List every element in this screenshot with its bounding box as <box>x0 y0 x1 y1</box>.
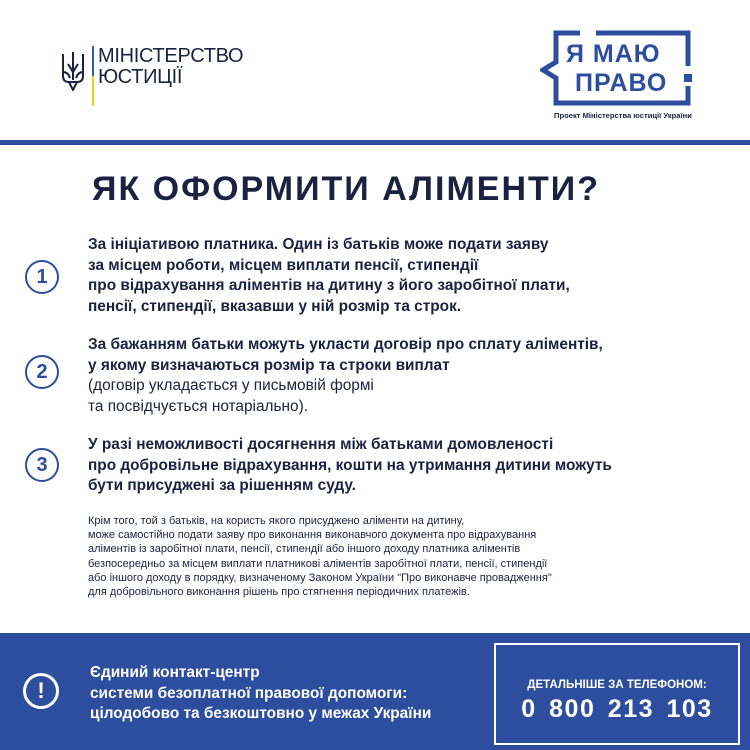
item-line-light: та посвідчується нотаріально). <box>88 397 308 415</box>
ministry-logo <box>60 46 243 106</box>
contact-center-text <box>90 663 431 725</box>
logo-subtitle: Проект Міністерства юстиції України <box>554 111 692 120</box>
item-line: про добровільне відрахування, кошти на утримання дитини можуть <box>88 456 612 474</box>
note-line: аліментів із заробітної плати, пенсії, стипендії або іншого доходу платника аліментів <box>88 543 521 556</box>
ministry-line1: МІНІСТЕРСТВО <box>98 45 244 67</box>
item-line-light: (договір укладається у письмовій формі <box>88 377 374 394</box>
number-badge: 3 <box>25 448 59 482</box>
logo-text-line2: ПРАВО <box>575 69 668 97</box>
exclamation-icon: ! <box>23 673 59 709</box>
item-text <box>88 335 603 417</box>
item-line: За ініціативою платника. Один із батьків може подати заяву <box>88 236 549 253</box>
flag-bar <box>92 46 94 106</box>
item-line: пенсії, стипендії, вказавши у ній розмір та строк. <box>88 297 462 315</box>
footer-line: системи безоплатної правової допомоги: <box>90 684 408 702</box>
note-line: Крім того, той з батьків, на користь якого присуджено аліменти на дитину, <box>88 515 465 527</box>
header <box>0 0 750 140</box>
phone-number[interactable]: 0 800 213 103 <box>521 695 713 723</box>
phone-label: ДЕТАЛЬНІШЕ ЗА ТЕЛЕФОНОМ: <box>527 679 707 691</box>
item-line: бути присуджені за рішенням суду. <box>88 477 356 494</box>
ministry-line2: ЮСТИЦІЇ <box>98 66 183 88</box>
ministry-name <box>98 46 243 88</box>
item-line: про відрахування аліментів на дитину з його заробітної плати, <box>88 277 570 294</box>
footer-banner <box>0 633 750 750</box>
item-line: У разі неможливості досягнення між батьками домовленості <box>88 436 554 453</box>
item-line: За бажанням батьки можуть укласти договір про сплату аліментів, <box>88 336 603 353</box>
footer-line: Єдиний контакт-центр <box>90 664 260 681</box>
item-text <box>88 435 612 497</box>
phone-box <box>494 643 740 745</box>
campaign-logo <box>540 30 700 122</box>
note-line: або іншого доходу в порядку, визначеному Законом України "Про виконавче провадження" <box>88 571 552 584</box>
footer-line: цілодобово та безкоштовно у межах України <box>90 705 432 722</box>
item-line: у якому визначаються розмір та строки виплат <box>88 356 450 374</box>
page-title: ЯК ОФОРМИТИ АЛІМЕНТИ? <box>92 170 600 208</box>
note-line: може самостійно подати заяву про виконання виконавчого документа про відрахування <box>88 529 537 542</box>
note-line: безпосередньо за місцем виплати платникові аліментів заробітної плати, пенсії, стипендії <box>88 557 548 570</box>
item-line: за місцем роботи, місцем виплати пенсії, стипендії <box>88 256 479 274</box>
number-badge: 1 <box>25 260 59 294</box>
logo-text-line1: Я МАЮ <box>566 40 661 68</box>
item-text <box>88 235 570 317</box>
note-paragraph <box>88 514 552 599</box>
number-badge: 2 <box>25 355 59 389</box>
header-divider <box>0 140 750 145</box>
note-line: для добровільного виконання рішень про стягнення періодичних платежів. <box>88 586 470 599</box>
trident-icon <box>60 50 86 92</box>
